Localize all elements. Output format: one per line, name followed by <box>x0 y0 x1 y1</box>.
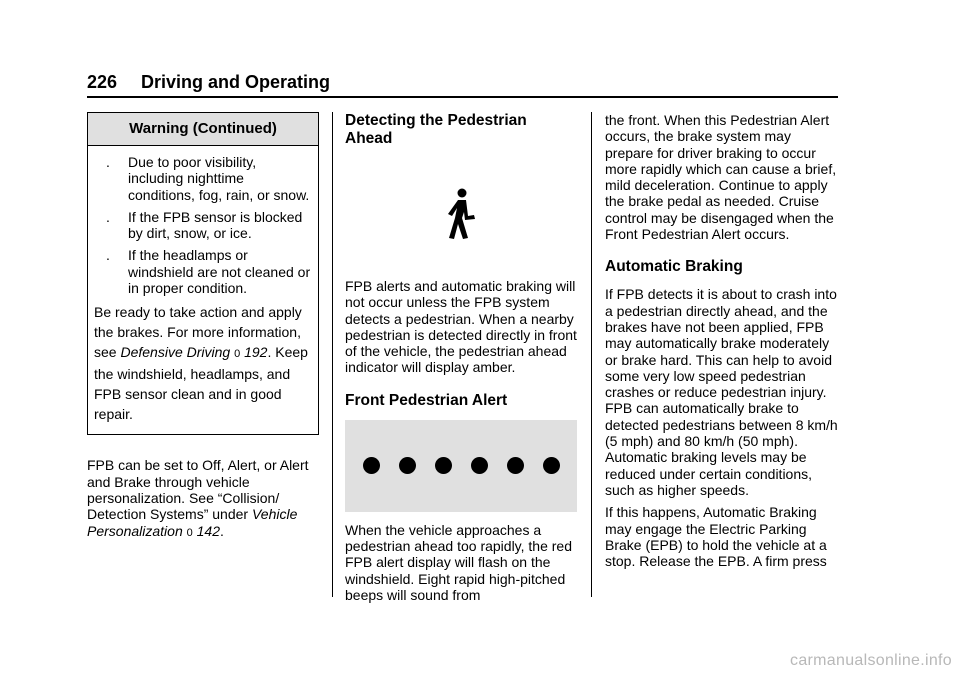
automatic-braking-paragraph: If FPB detects it is about to crash into a pedestrian directly ahead, and the brakes have not been applied, FPB may automatically brake moderately or brake hard. This can help to avoid some very low speed pedestrian crashes or reduce pedestrian injury. FPB can automatically brake to detected pedestrians between 8 km/h (5 mph) and 80 km/h (50 mph). Automatic braking levels may be reduced under certain conditions, such as higher speeds. <box>605 286 838 498</box>
reference-link-vehicle-personalization[interactable]: Vehicle Personalization <box>87 506 298 539</box>
alert-dot-icon <box>435 457 452 474</box>
warning-bullet <box>94 209 312 242</box>
page-ref-arrow-icon: 0 <box>186 526 193 539</box>
warning-text-before: Be ready to take action and apply the brakes. For more information, see <box>94 304 302 361</box>
page-number: 226 <box>87 72 118 92</box>
alert-dot-icon <box>363 457 380 474</box>
page-ref-arrow-icon: 0 <box>234 348 241 361</box>
warning-bullet-text: Due to poor visibility, including nighttime conditions, fog, rain, or snow. <box>128 154 310 203</box>
reference-link-defensive-driving[interactable]: Defensive Driving <box>120 344 231 361</box>
column-3 <box>605 112 839 575</box>
warning-bullet <box>94 154 312 203</box>
warning-bullet-text: If the FPB sensor is blocked by dirt, snow, or ice. <box>128 208 303 242</box>
epb-paragraph: If this happens, Automatic Braking may engage the Electric Parking Brake (EPB) to hold the vehicle at a stop. Release the EPB. A firm press <box>605 504 827 570</box>
reference-page-number[interactable]: 142 <box>196 522 220 539</box>
warning-bullet-text: If the headlamps or windshield are not cleaned or in proper condition. <box>128 247 311 297</box>
bullet-dot: . <box>106 247 110 264</box>
fpb-alert-display <box>345 420 577 512</box>
column-divider-2 <box>591 112 592 597</box>
warning-title: Warning (Continued) <box>88 113 318 146</box>
pedestrian-indicator <box>345 158 577 278</box>
alert-dot-icon <box>543 457 560 474</box>
bullet-dot: . <box>106 208 110 225</box>
bullet-dot: . <box>106 154 110 170</box>
heading-automatic-braking: Automatic Braking <box>605 258 743 276</box>
pedestrian-icon <box>444 188 478 240</box>
warning-box <box>87 112 319 435</box>
detecting-paragraph: FPB alerts and automatic braking will not occur unless the FPB system detects a pedestrian. When a nearby pedestrian is detected directly in front of the vehicle, the pedestrian ahead indicator will display amber. <box>345 278 577 376</box>
fpb-settings-end: . <box>220 522 224 539</box>
column-2 <box>345 112 577 609</box>
alert-dot-icon <box>507 457 524 474</box>
section-title: Driving and Operating <box>141 72 331 92</box>
alert-continued-paragraph: the front. When this Pedestrian Alert occurs, the brake system may prepare for driver braking to occur more rapidly which can cause a brief, mild deceleration. Continue to apply the brake pedal as needed. Cruise control may be disengaged when the Front Pedestrian Alert occurs. <box>605 112 837 243</box>
heading-detecting-pedestrian: Detecting the Pedestrian Ahead <box>345 112 527 147</box>
watermark: carmanualsonline.info <box>790 652 952 669</box>
warning-bullet <box>94 247 312 296</box>
column-1 <box>87 112 319 547</box>
header-rule <box>87 96 838 98</box>
warning-text-after: . Keep the windshield, headlamps, and FPB sensor clean and in good repair. <box>94 344 308 423</box>
heading-front-pedestrian-alert: Front Pedestrian Alert <box>345 391 508 409</box>
reference-page-number[interactable]: 192 <box>244 344 268 361</box>
fpb-settings-text: FPB can be set to Off, Alert, or Alert and Brake through vehicle personalization. See “Collision/ Detection Systems” under <box>87 457 309 523</box>
page-header <box>87 68 838 98</box>
alert-dot-icon <box>471 457 488 474</box>
column-divider-1 <box>332 112 333 597</box>
warning-paragraph <box>94 302 312 424</box>
warning-body <box>88 146 318 434</box>
front-alert-paragraph: When the vehicle approaches a pedestrian ahead too rapidly, the red FPB alert display will flash on the windshield. Eight rapid high-pitched beeps will sound from <box>345 521 573 603</box>
alert-dot-icon <box>399 457 416 474</box>
fpb-settings-paragraph <box>87 457 319 540</box>
